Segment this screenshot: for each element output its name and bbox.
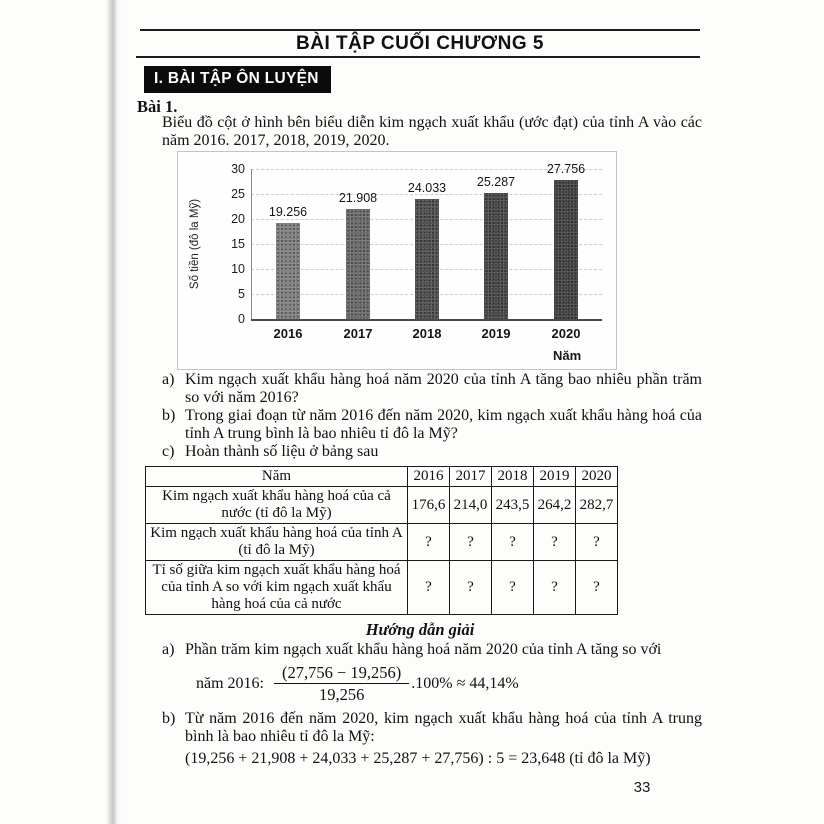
- table-header-cell: 2020: [576, 467, 618, 487]
- table-cell: 176,6: [408, 487, 450, 524]
- table-cell: ?: [534, 524, 576, 561]
- solution-heading: Hướng dẫn giải: [365, 620, 475, 639]
- chart-bar: [484, 193, 508, 319]
- y-tick-label: 0: [238, 312, 245, 326]
- data-table: [145, 466, 618, 615]
- intro-paragraph: Biểu đồ cột ở hình bên biểu diễn kim ngạch xuất khẩu (ước đạt) của tỉnh A vào các năm 2016. 2017, 2018, 2019, 2020.: [162, 114, 702, 149]
- table-cell: ?: [576, 524, 618, 561]
- table-header-cell: Năm: [146, 467, 408, 487]
- table-header-cell: 2018: [492, 467, 534, 487]
- solution-a: [162, 641, 702, 704]
- solution-a-line: Phần trăm kim ngạch xuất khẩu hàng hoá năm 2020 của tỉnh A tăng so với: [185, 641, 662, 658]
- solution-b: [162, 710, 702, 768]
- fraction: [274, 663, 409, 704]
- x-tick-label: 2019: [481, 326, 511, 341]
- formula-prefix: năm 2016:: [196, 674, 264, 692]
- x-axis-line: [251, 319, 602, 321]
- table-cell: ?: [450, 524, 492, 561]
- table-header-cell: 2016: [408, 467, 450, 487]
- table-cell: 264,2: [534, 487, 576, 524]
- solution-b-line: Từ năm 2016 đến năm 2020, kim ngạch xuất khẩu hàng hoá của tỉnh A trung bình là bao nhiêu tỉ đô la Mỹ:: [185, 710, 702, 745]
- bar-value-label: 19.256: [268, 205, 308, 219]
- table-cell: ?: [576, 561, 618, 615]
- table-cell: ?: [450, 561, 492, 615]
- table-cell: ?: [534, 561, 576, 615]
- table-cell: 282,7: [576, 487, 618, 524]
- table-cell: ?: [492, 561, 534, 615]
- table-row: [146, 487, 618, 524]
- bar-value-label: 27.756: [546, 162, 586, 176]
- table-cell: 214,0: [450, 487, 492, 524]
- chapter-title: BÀI TẬP CUỐI CHƯƠNG 5: [296, 33, 544, 54]
- bar-value-label: 25.287: [476, 175, 516, 189]
- x-tick-label: 2017: [343, 326, 373, 341]
- header-rule-top: [140, 29, 700, 31]
- y-axis-label: Số tiền (đô la Mỹ): [189, 198, 201, 290]
- exercise-label: Bài 1.: [137, 97, 178, 116]
- table-row-label: Kim ngạch xuất khẩu hàng hoá của tỉnh A (tỉ đô la Mỹ): [146, 524, 408, 561]
- fraction-numerator: (27,756 − 19,256): [274, 663, 409, 684]
- question-item: [162, 371, 702, 407]
- y-tick-label: 15: [231, 237, 245, 251]
- x-tick-label: 2018: [412, 326, 442, 341]
- solution-a-marker: a): [162, 641, 175, 658]
- table-header-row: [146, 467, 618, 487]
- y-tick-label: 10: [231, 262, 245, 276]
- question-text: Kim ngạch xuất khẩu hàng hoá năm 2020 của tỉnh A tăng bao nhiêu phần trăm so với năm 2016?: [185, 371, 702, 406]
- question-item: [162, 407, 702, 443]
- solution-a-formula: [196, 663, 702, 704]
- table-row: [146, 524, 618, 561]
- table-header-cell: 2019: [534, 467, 576, 487]
- question-marker: a): [162, 371, 175, 388]
- bar-value-label: 24.033: [407, 181, 447, 195]
- question-text: Hoàn thành số liệu ở bảng sau: [185, 443, 379, 460]
- table-cell: ?: [408, 524, 450, 561]
- section-banner: I. BÀI TẬP ÔN LUYỆN: [144, 66, 331, 93]
- y-tick-label: 30: [231, 162, 245, 176]
- y-tick-label: 5: [238, 287, 245, 301]
- table-row-label: Kim ngạch xuất khẩu hàng hoá của cả nước (tỉ đô la Mỹ): [146, 487, 408, 524]
- solution-b-text: [162, 710, 702, 746]
- x-axis-label: Năm: [553, 348, 582, 363]
- table-row-label: Tỉ số giữa kim ngạch xuất khẩu hàng hoá của tỉnh A so với kim ngạch xuất khẩu hàng hoá của cả nước: [146, 561, 408, 615]
- formula-suffix: .100% ≈ 44,14%: [411, 674, 519, 692]
- solution-b-marker: b): [162, 710, 176, 727]
- y-tick-label: 20: [231, 212, 245, 226]
- solution-b-formula: (19,256 + 21,908 + 24,033 + 25,287 + 27,756) : 5 = 23,648 (tỉ đô la Mỹ): [185, 750, 651, 767]
- solution-a-text: [162, 641, 702, 659]
- page-edge-shadow: [106, 0, 122, 824]
- question-list: [162, 371, 702, 461]
- x-tick-label: 2016: [273, 326, 303, 341]
- bar-chart-figure: [177, 151, 617, 370]
- fraction-denominator: 19,256: [318, 685, 365, 704]
- chart-bar: [415, 199, 439, 319]
- question-marker: c): [162, 443, 175, 460]
- header-rule-bottom: [136, 56, 700, 58]
- x-tick-label: 2020: [551, 326, 581, 341]
- table-cell: ?: [408, 561, 450, 615]
- table-row: [146, 561, 618, 615]
- table-header-cell: 2017: [450, 467, 492, 487]
- question-marker: b): [162, 407, 176, 424]
- bar-value-label: 21.908: [338, 191, 378, 205]
- chart-bar: [346, 209, 370, 319]
- page-number: 33: [633, 779, 651, 796]
- question-text: Trong giai đoạn từ năm 2016 đến năm 2020, kim ngạch xuất khẩu hàng hoá của tỉnh A trung bình là bao nhiêu tỉ đô la Mỹ?: [185, 407, 702, 442]
- chart-bar: [554, 180, 578, 319]
- table-cell: ?: [492, 524, 534, 561]
- question-item: [162, 443, 702, 461]
- table-cell: 243,5: [492, 487, 534, 524]
- chart-bar: [276, 223, 300, 319]
- y-axis-line: [251, 169, 252, 319]
- y-tick-label: 25: [231, 187, 245, 201]
